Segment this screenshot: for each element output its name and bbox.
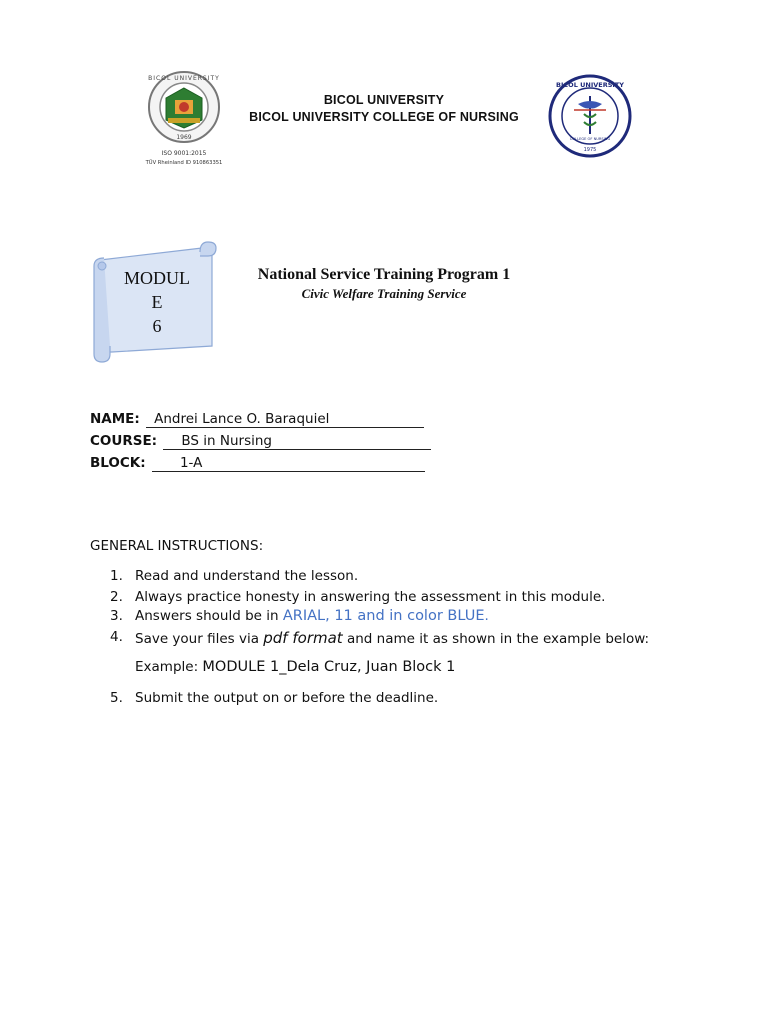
nursing-seal-icon [548,74,632,158]
instruction-item-2 [0,589,768,609]
instruction-text-suffix: . [484,608,489,624]
svg-text:1969: 1969 [176,134,192,141]
font-requirement-highlight: ARIAL, 11 and in color BLUE [282,608,485,624]
name-row [90,411,424,428]
instruction-text-prefix: Answers should be in [135,608,283,624]
example-label: Example: [135,659,203,675]
course-value: BS in Nursing [163,434,431,450]
instruction-text: Read and understand the lesson. [135,568,359,584]
instruction-item-5 [0,690,768,710]
list-number: 4. [110,629,123,645]
instructions-heading: GENERAL INSTRUCTIONS: [90,538,264,554]
block-value: 1-A [152,456,425,472]
list-number: 5. [110,690,123,706]
example-filename: MODULE 1_Dela Cruz, Juan Block 1 [202,659,456,675]
svg-text:TÜV Rheinland ID 910863351: TÜV Rheinland ID 910863351 [145,160,223,166]
svg-text:BICOL UNIVERSITY: BICOL UNIVERSITY [148,75,220,82]
svg-text:BICOL UNIVERSITY: BICOL UNIVERSITY [556,81,624,89]
svg-text:ISO 9001:2015: ISO 9001:2015 [161,150,207,157]
module-banner [90,238,218,366]
program-subtitle: Civic Welfare Training Service [301,286,467,301]
instruction-text [135,608,489,624]
college-of-nursing-logo [548,74,632,158]
instruction-text: Submit the output on or before the deadline. [135,690,439,706]
list-number: 1. [110,568,123,584]
instruction-item-1 [0,568,768,588]
module-number: 6 [152,316,162,336]
instruction-text [135,629,649,647]
course-label: COURSE: [90,433,158,449]
program-title: National Service Training Program 1 [257,266,511,283]
course-row [90,433,431,450]
block-row [90,455,425,472]
bicol-university-logo [138,70,234,174]
module-label-line2: E [151,292,163,312]
module-label-line1: MODUL [124,268,190,288]
instruction-item-3 [0,608,768,628]
instruction-item-4 [0,629,768,649]
name-value: Andrei Lance O. Baraquiel [146,412,424,428]
name-label: NAME: [90,411,140,427]
college-name: BICOL UNIVERSITY COLLEGE OF NURSING [249,110,519,124]
instruction-text-suffix: and name it as shown in the example below: [342,631,650,647]
instruction-text: Always practice honesty in answering the assessment in this module. [135,589,606,605]
instruction-text-prefix: Save your files via [135,631,264,647]
filename-example [135,659,455,675]
list-number: 3. [110,608,123,624]
block-label: BLOCK: [90,455,146,471]
pdf-format-emphasis: pdf format [263,629,343,647]
list-number: 2. [110,589,123,605]
university-seal-icon [138,70,234,174]
svg-text:1975: 1975 [583,147,597,153]
university-name: BICOL UNIVERSITY [323,93,445,107]
svg-text:COLLEGE OF NURSING: COLLEGE OF NURSING [569,137,611,141]
